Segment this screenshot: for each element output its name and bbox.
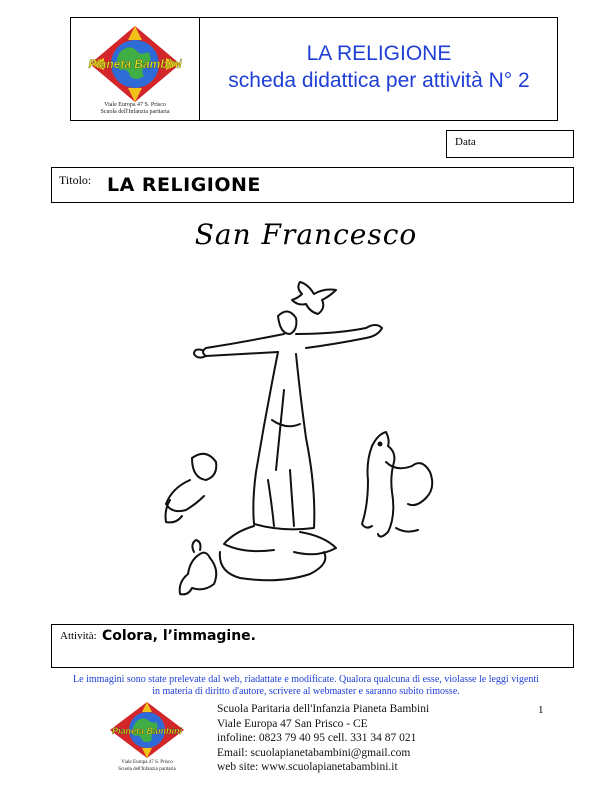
- footer-address: Viale Europa 47 San Prisco - CE: [217, 717, 368, 730]
- footer-phone: infoline: 0823 79 40 95 cell. 331 34 87 021: [217, 732, 417, 744]
- page-title: [200, 40, 558, 94]
- footer-globe-diamond-logo-icon: [92, 700, 202, 772]
- coloring-image: [150, 270, 468, 615]
- title-value: LA RELIGIONE: [107, 174, 261, 196]
- title-label: Titolo:: [59, 173, 92, 187]
- logo-address: Viale Europa 47 S. Prisco: [104, 102, 166, 108]
- logo-subtitle: Scuola dell'Infanzia paritaria: [100, 109, 170, 115]
- page-title-line1: LA RELIGIONE: [306, 42, 452, 65]
- footer-logo-text: Pianeta Bambini: [111, 726, 183, 736]
- date-label: Data: [455, 136, 476, 148]
- page-title-line2: scheda didattica per attività N° 2: [228, 69, 530, 92]
- saint-francis-drawing-icon: [150, 270, 468, 615]
- footer-logo: [92, 700, 202, 772]
- footer-logo-subtitle: Scuola dell'Infanzia paritaria: [118, 767, 176, 772]
- activity-value: Colora, l’immagine.: [102, 628, 256, 644]
- image-title: San Francesco: [194, 218, 418, 251]
- school-logo: [76, 22, 194, 116]
- logo-text: Pianeta Bambini: [88, 57, 182, 71]
- footer-school-name: Scuola Paritaria dell'Infanzia Pianeta Bambini: [217, 703, 430, 715]
- date-field[interactable]: [446, 130, 574, 158]
- copyright-disclaimer: [30, 674, 582, 698]
- disclaimer-line1: Le immagini sono state prelevate dal web, riadattate e modificate. Qualora qualcuna di esse, violasse le leggi vigenti: [73, 674, 539, 685]
- activity-label: Attività:: [60, 630, 97, 642]
- footer-email[interactable]: Email: scuolapianetabambini@gmail.com: [217, 746, 411, 759]
- disclaimer-line2: in materia di diritto d'autore, scrivere al webmaster e saranno subito rimosse.: [152, 686, 460, 697]
- footer-logo-address: Viale Europa 47 S. Prisco: [121, 760, 173, 765]
- footer-website[interactable]: web site: www.scuolapianetabambini.it: [217, 761, 398, 773]
- school-contact-info: [217, 702, 429, 775]
- globe-diamond-logo-icon: [76, 22, 194, 116]
- page-number: 1: [538, 704, 544, 716]
